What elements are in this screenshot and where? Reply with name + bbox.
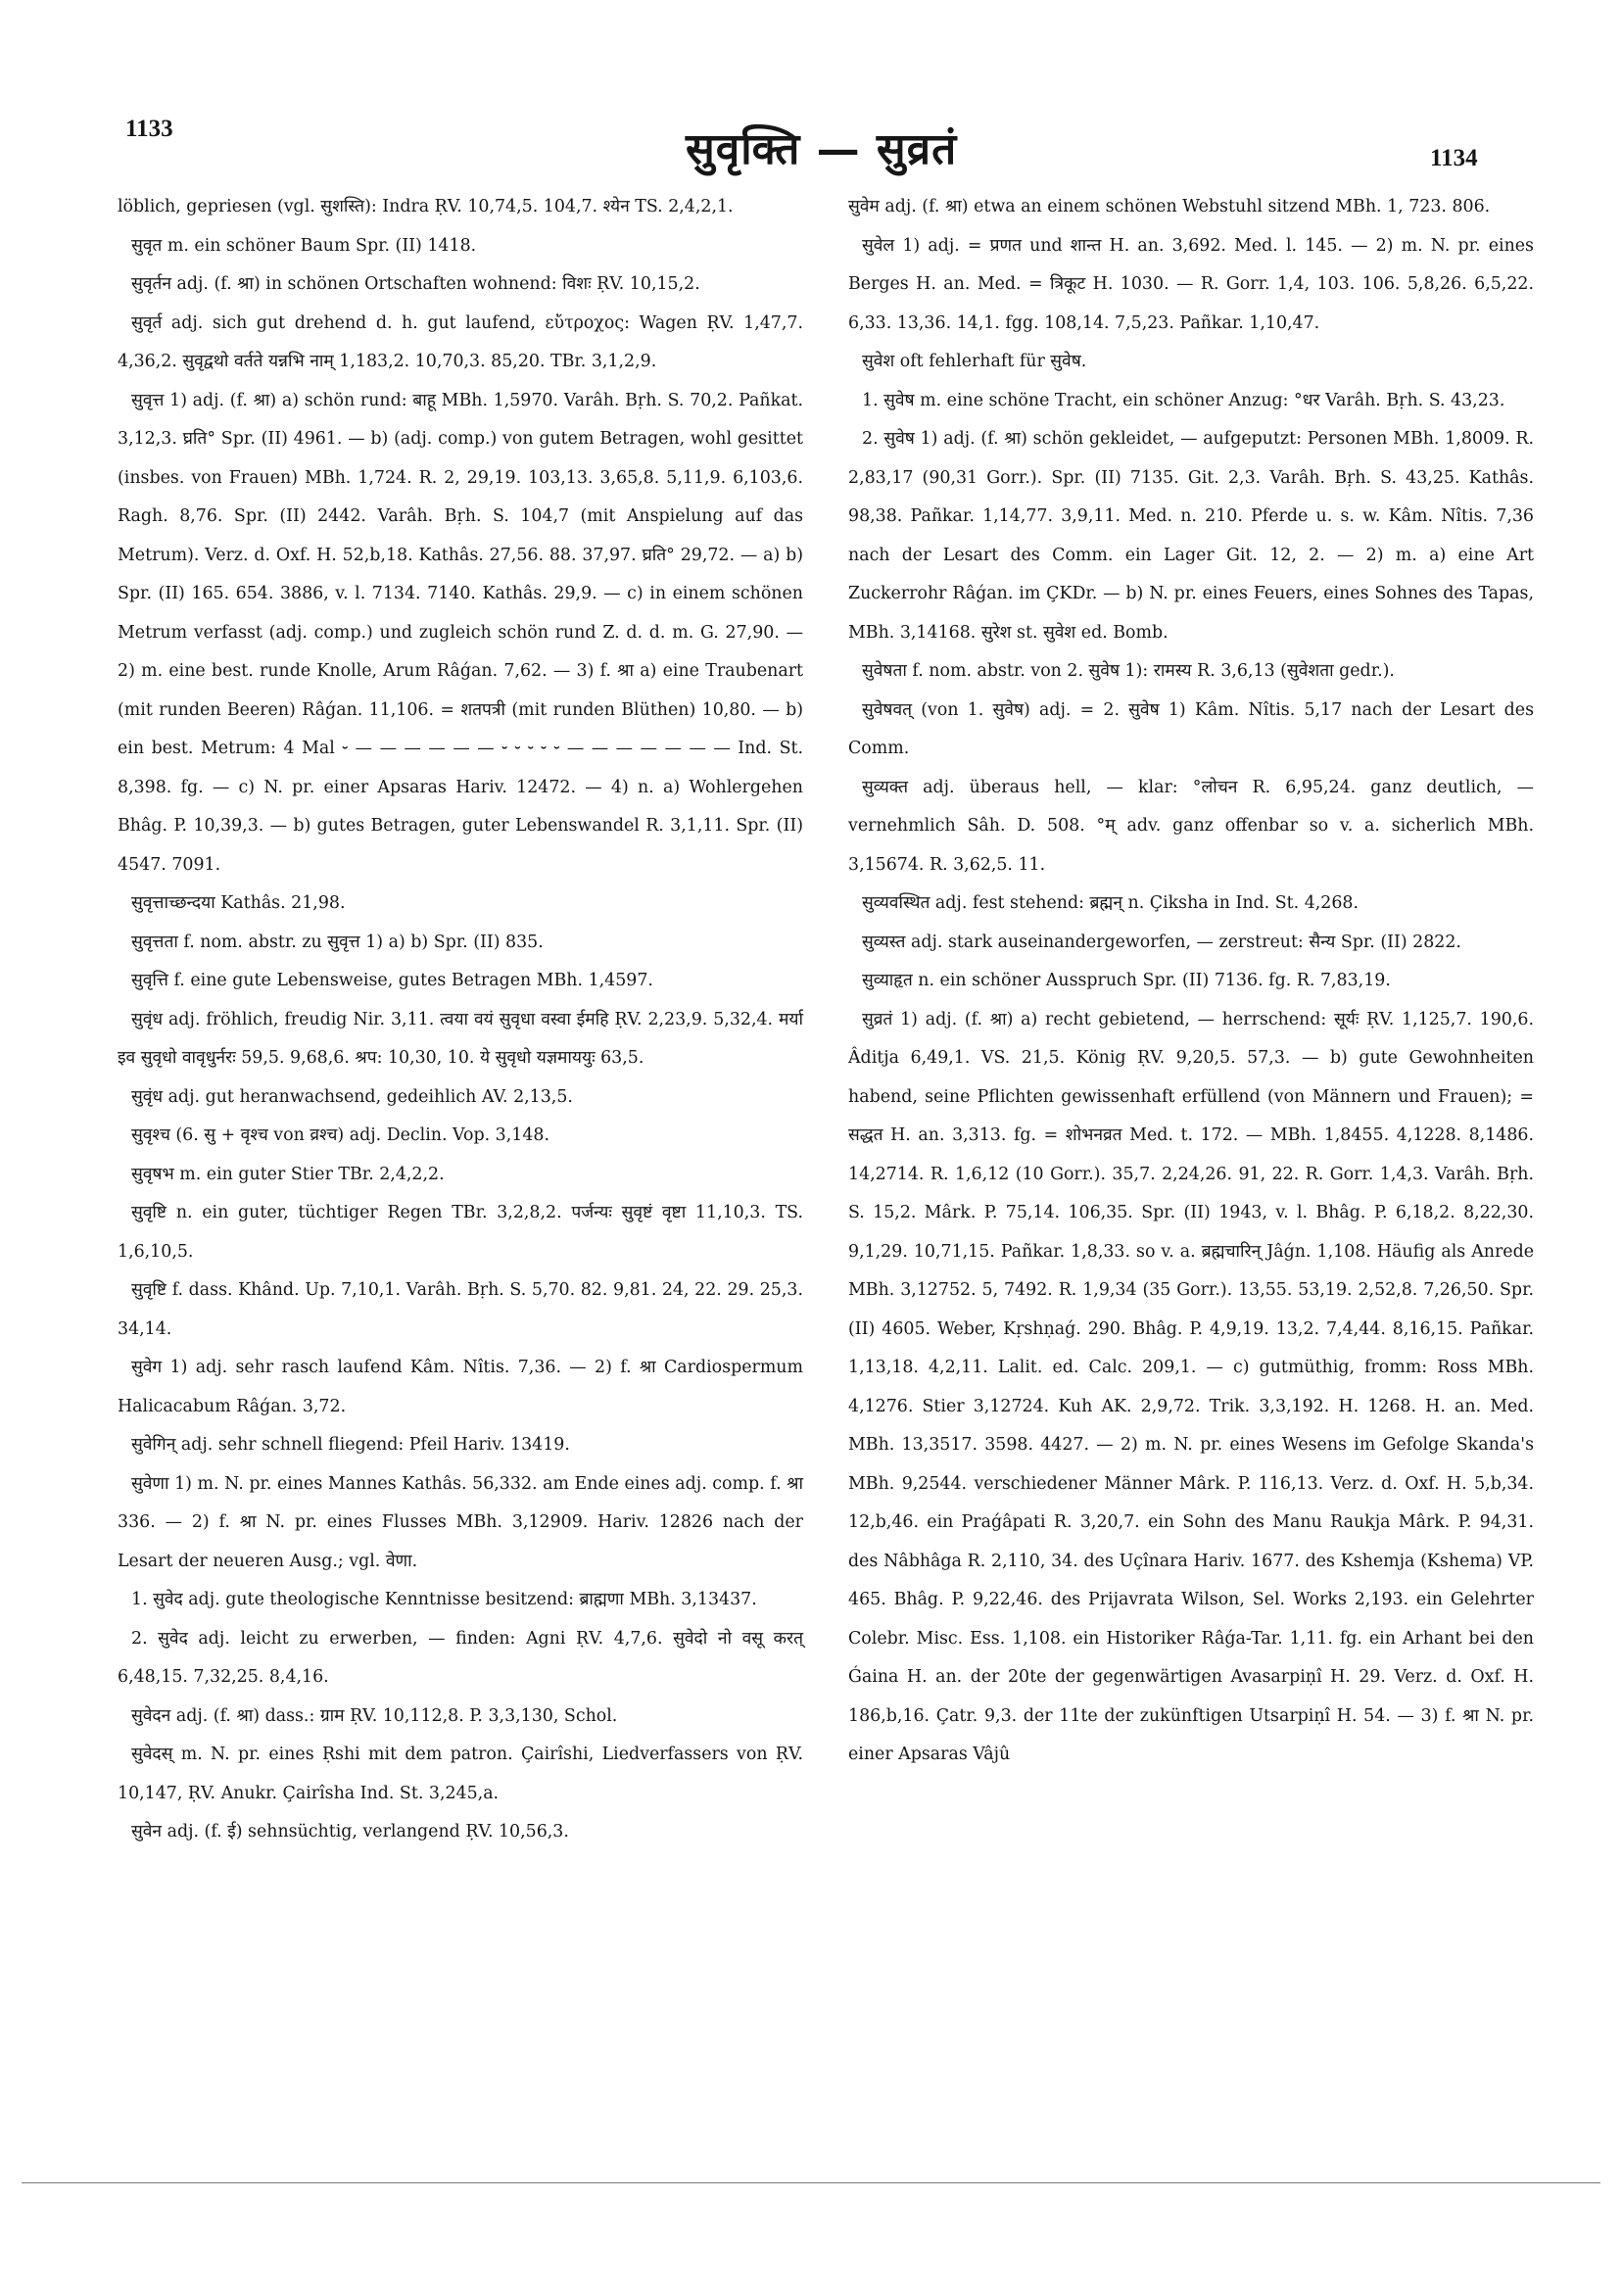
dictionary-entry: सुवृर्तन adj. (f. श्रा) in schönen Ortschaften wohnend: विशः ṚV. 10,15,2. xyxy=(131,274,700,294)
dictionary-entry: सुवृंध adj. gut heranwachsend, gedeihlich AV. 2,13,5. xyxy=(131,1086,573,1107)
dictionary-entry: सुवृष्टि f. dass. Khând. Up. 7,10,1. Varâh. Bṛh. S. 5,70. 82. 9,81. 24, 22. 29. 25,3. 34,14. xyxy=(118,1280,803,1339)
dictionary-entry: सुवेग 1) adj. sehr rasch laufend Kâm. Nîtis. 7,36. — 2) f. श्रा Cardiospermum Halicacabum Râǵan. 3,72. xyxy=(118,1358,803,1416)
dictionary-entry: सुव्याहृत n. ein schöner Ausspruch Spr. (II) 7136. fg. R. 7,83,19. xyxy=(862,971,1391,990)
dictionary-entry: सुवेम adj. (f. श्रा) etwa an einem schönen Webstuhl sitzend MBh. 1, 723. 806. xyxy=(848,197,1491,216)
dictionary-entry: सुवेन adj. (f. ई) sehnsüchtig, verlangend ṚV. 10,56,3. xyxy=(131,1822,569,1842)
dictionary-entry: सुवेषवत् (von 1. सुवेष) adj. = 2. सुवेष 1) Kâm. Nîtis. 5,17 nach der Lesart des Comm. xyxy=(848,699,1534,758)
dictionary-entry: सुव्रतं 1) adj. (f. श्रा) a) recht gebietend, — herrschend: सूर्यः ṚV. 1,125,7. 190,6. Âditja 6,49,1. VS. 21,5. König ṚV. 9,20,5. 57,3. — b) gute Gewohnheiten habend, seine Pflichten gewissenhaft erfüllend (von Männern und Frauen); = सद्धत H. an. 3,313. fg. = शोभनव्रत Med. t. 172. — MBh. 1,8455. 4,1228. 8,1486. 14,2714. R. 1,6,12 (10 Gorr.). 35,7. 2,24,26. 91, 22. R. Gorr. 1,4,3. Varâh. Bṛh. S. 15,2. Mârk. P. 75,14. 106,35. Spr. (II) 1943, v. l. Bhâg. P. 6,18,2. 8,22,30. 9,1,29. 10,71,15. Pañkar. 1,8,33. so v. a. ब्रह्मचारिन् Jâǵn. 1,108. Häufig als Anrede MBh. 3,12752. 5, 7492. R. 1,9,34 (35 Gorr.). 13,55. 53,19. 2,52,8. 7,26,50. Spr. (II) 4605. Weber, Kṛshṇaǵ. 290. Bhâg. P. 4,9,19. 13,2. 7,4,44. 8,16,15. Pañkar. 1,13,18. 4,2,11. Lalit. ed. Calc. 209,1. — c) gutmüthig, fromm: Ross MBh. 4,1276. Stier 3,12724. Kuh AK. 2,9,72. Trik. 3,3,192. H. 1268. H. an. Med. MBh. 13,3517. 3598. 4427. — 2) m. N. pr. eines Wesens im Gefolge Skanda's MBh. 9,2544. verschiedener Männer Mârk. P. 116,13. Verz. d. Oxf. H. 5,b,34. 12,b,46. ein Praǵâpati R. 3,20,7. ein Sohn des Manu Raukja Mârk. P. 94,31. des Nâbhâga R. 2,110, 34. des Uçînara Hariv. 1677. des Kshemja (Kshema) VP. 465. Bhâg. P. 9,22,46. des Prijavrata Wilson, Sel. Works 2,193. ein Gelehrter Colebr. Misc. Ess. 1,108. ein Historiker Râǵa-Tar. 1,11. fg. ein Arhant bei den Ǵaina H. an. der 20te der gegenwärtigen Avasarpiṇî H. 29. Verz. d. Oxf. H. 186,b,16. Çatr. 9,3. der 11te der zukünftigen Utsarpiṇî H. 54. — 3) f. श्रा N. pr. einer Apsaras Vâjû xyxy=(848,1009,1534,1764)
dictionary-entry: सुवृत्ति f. eine gute Lebensweise, gutes Betragen MBh. 1,4597. xyxy=(131,971,653,990)
dictionary-entry: 2. सुवेद adj. leicht zu erwerben, — finden: Agni ṚV. 4,7,6. सुवेदो नो वसू करत् 6,48,15. 7,32,25. 8,4,16. xyxy=(118,1628,803,1687)
bottom-rule xyxy=(22,2182,1600,2183)
dictionary-entry: 2. सुवेष 1) adj. (f. श्रा) schön gekleidet, — aufgeputzt: Personen MBh. 1,8009. R. 2,83,17 (90,31 Gorr.). Spr. (II) 7135. Git. 2,3. Varâh. Bṛh. S. 43,25. Kathâs. 98,38. Pañkar. 1,14,77. 3,9,11. Med. n. 210. Pferde u. s. w. Kâm. Nîtis. 7,36 nach der Lesart des Comm. ein Lager Git. 12, 2. — 2) m. a) eine Art Zuckerrohr Râǵan. im ÇKDr. — b) N. pr. eines Feuers, eines Sohnes des Tapas, MBh. 3,14168. सुरेश st. सुवेश ed. Bomb. xyxy=(848,429,1534,643)
dictionary-entry: सुव्यक्त adj. überaus hell, — klar: °लोचन R. 6,95,24. ganz deutlich, — vernehmlich Sâh. D. 508. °म् adv. ganz offenbar so v. a. sicherlich MBh. 3,15674. R. 3,62,5. 11. xyxy=(848,777,1534,875)
dictionary-entry: सुवृत्तता f. nom. abstr. zu सुवृत्त 1) a) b) Spr. (II) 835. xyxy=(131,932,544,952)
dictionary-entry: सुवृश्च (6. सु + वृश्च von व्रश्च) adj. Declin. Vop. 3,148. xyxy=(131,1125,549,1145)
page-number-right: 1134 xyxy=(1430,145,1478,171)
dictionary-entry: सुवेणा 1) m. N. pr. eines Mannes Kathâs. 56,332. am Ende eines adj. comp. f. श्रा 336. — 2) f. श्रा N. pr. eines Flusses MBh. 3,12909. Hariv. 12826 nach der Lesart der neueren Ausg.; vgl. वेणा. xyxy=(118,1473,803,1571)
dictionary-entry: सुवेदन adj. (f. श्रा) dass.: ग्राम ṚV. 10,112,8. P. 3,3,130, Schol. xyxy=(131,1705,618,1726)
dictionary-column-left xyxy=(118,188,803,1852)
dictionary-entry: सुवृष्टि n. ein guter, tüchtiger Regen TBr. 3,2,8,2. पर्जन्यः सुवृष्टं वृष्टा 11,10,3. TS. 1,6,10,5. xyxy=(118,1203,803,1262)
dictionary-entry: सुवेगिन् adj. sehr schnell fliegend: Pfeil Hariv. 13419. xyxy=(131,1435,570,1455)
dictionary-entry: सुवृंध adj. fröhlich, freudig Nir. 3,11. त्वया वयं सुवृधा वस्वा ईमहि ṚV. 2,23,9. 5,32,4. मर्या इव सुवृधो वावृधुर्नरः 59,5. 9,68,6. श्रप: 10,30, 10. ये सुवृधो यज्ञमाययुः 63,5. xyxy=(118,1009,803,1068)
dictionary-entry: सुवेल 1) adj. = प्रणत und शान्त H. an. 3,692. Med. l. 145. — 2) m. N. pr. eines Berges H. an. Med. = त्रिकूट H. 1030. — R. Gorr. 1,4, 103. 106. 5,8,26. 6,5,22. 6,33. 13,36. 14,1. fgg. 108,14. 7,5,23. Pañkar. 1,10,47. xyxy=(848,235,1534,333)
dictionary-entry: löblich, gepriesen (vgl. सुशस्ति): Indra ṚV. 10,74,5. 104,7. श्येन TS. 2,4,2,1. xyxy=(118,197,734,216)
dictionary-entry: 1. सुवेद adj. gute theologische Kenntnisse besitzend: ब्राह्मणा MBh. 3,13437. xyxy=(131,1590,757,1609)
dictionary-entry: सुवृत m. ein schöner Baum Spr. (II) 1418. xyxy=(131,235,477,256)
dictionary-entry: सुवेषता f. nom. abstr. von 2. सुवेष 1): रामस्य R. 3,6,13 (सुवेशता gedr.). xyxy=(862,661,1395,681)
dictionary-entry: सुवृत्ताच्छन्दया Kathâs. 21,98. xyxy=(131,893,346,913)
dictionary-entry: सुवृत्त 1) adj. (f. श्रा) a) schön rund: बाहू MBh. 1,5970. Varâh. Bṛh. S. 70,2. Pañkat. 3,12,3. घ्रति° Spr. (II) 4961. — b) (adj. comp.) von gutem Betragen, wohl gesittet (insbes. von Frauen) MBh. 1,724. R. 2, 29,19. 103,13. 3,65,8. 5,11,9. 6,103,6. Ragh. 8,76. Spr. (II) 2442. Varâh. Bṛh. S. 104,7 (mit Anspielung auf das Metrum). Verz. d. Oxf. H. 52,b,18. Kathâs. 27,56. 88. 37,97. घ्रति° 29,72. — a) b) Spr. (II) 165. 654. 3886, v. l. 7134. 7140. Kathâs. 29,9. — c) in einem schönen Metrum verfasst (adj. comp.) und zugleich schön rund Z. d. d. m. G. 27,90. — 2) m. eine best. runde Knolle, Arum Râǵan. 7,62. — 3) f. श्रा a) eine Traubenart (mit runden Beeren) Râǵan. 11,106. = शतपत्री (mit runden Blüthen) 10,80. — b) ein best. Metrum: 4 Mal ⏑ — — — — — — ⏑ ⏑ ⏑ ⏑ ⏑ — — — — — — — Ind. St. 8,398. fg. — c) N. pr. einer Apsaras Hariv. 12472. — 4) n. a) Wohlergehen Bhâg. P. 10,39,3. — b) gutes Betragen, guter Lebenswandel R. 3,1,11. Spr. (II) 4547. 7091. xyxy=(118,390,803,875)
dictionary-entry: 1. सुवेष m. eine schöne Tracht, ein schöner Anzug: °धर Varâh. Bṛh. S. 43,23. xyxy=(862,390,1505,410)
page-number-left: 1133 xyxy=(125,116,173,142)
running-headwords: सुवृक्ति — सुव्रतं xyxy=(686,124,958,174)
dictionary-entry: सुव्यस्त adj. stark auseinandergeworfen, — zerstreut: सैन्य Spr. (II) 2822. xyxy=(862,932,1461,952)
dictionary-entry: सुवेदस् m. N. pr. eines Ṛshi mit dem patron. Çairîshi, Liedverfassers von ṚV. 10,147, ṚV. Anukr. Çairîsha Ind. St. 3,245,a. xyxy=(118,1745,803,1803)
dictionary-entry: सुवृषभ m. ein guter Stier TBr. 2,4,2,2. xyxy=(131,1164,445,1184)
dictionary-entry: सुवृर्त adj. sich gut drehend d. h. gut laufend, εὔτροχος: Wagen ṚV. 1,47,7. 4,36,2. सुवृद्वथो वर्तते यन्नभि नाम् 1,183,2. 10,70,3. 85,20. TBr. 3,1,2,9. xyxy=(118,312,803,371)
dictionary-column-right xyxy=(848,188,1534,1775)
dictionary-entry: सुवेश oft fehlerhaft für सुवेष. xyxy=(862,352,1087,371)
dictionary-entry: सुव्यवस्थित adj. fest stehend: ब्रह्मन् n. Çiksha in Ind. St. 4,268. xyxy=(862,893,1360,913)
